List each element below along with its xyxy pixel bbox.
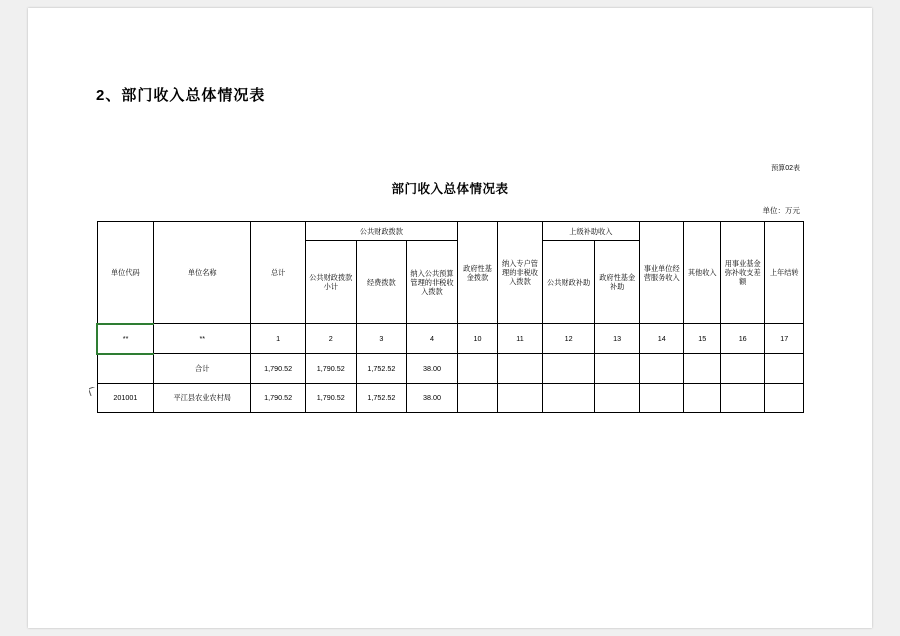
cell-institution-business-income (639, 383, 684, 412)
header-prior-year-carryover: 上年结转 (765, 222, 804, 324)
cell-operating-allocation: 1,752.52 (356, 383, 407, 412)
header-unit-code: 单位代码 (97, 222, 154, 324)
colnum-operating-allocation: 3 (356, 324, 407, 354)
header-total: 总计 (251, 222, 306, 324)
document-page (28, 8, 872, 628)
colnum-public-finance-subtotal: 2 (305, 324, 356, 354)
cell-non-tax-income-allocation: 38.00 (407, 354, 458, 384)
budget-table (96, 221, 804, 413)
form-code-label: 预算02表 (771, 165, 800, 172)
column-number-row (97, 324, 804, 354)
cell-unit-code (97, 354, 154, 384)
cell-other-income (684, 383, 720, 412)
header-superior-subsidy-group: 上级补助收入 (542, 222, 639, 241)
cell-institution-business-income (639, 354, 684, 384)
cell-non-tax-income-allocation: 38.00 (407, 383, 458, 412)
header-institution-business-income: 事业单位经营服务收入 (639, 222, 684, 324)
table-row (97, 383, 804, 412)
cell-unit-name: 合计 (154, 354, 251, 384)
cell-special-account-non-tax (498, 383, 543, 412)
cell-total: 1,790.52 (251, 354, 306, 384)
colnum-unit-code: ** (97, 324, 154, 354)
cell-superior-gov-fund-subsidy (595, 383, 640, 412)
colnum-prior-year-carryover: 17 (765, 324, 804, 354)
colnum-institution-business-income: 14 (639, 324, 684, 354)
cell-prior-year-carryover (765, 354, 804, 384)
table-row (97, 354, 804, 384)
header-superior-gov-fund-subsidy: 政府性基金补助 (595, 241, 640, 324)
colnum-gov-fund-allocation: 10 (457, 324, 497, 354)
cell-unit-code: 201001 (97, 383, 154, 412)
colnum-special-account-non-tax: 11 (498, 324, 543, 354)
cell-superior-public-finance-subsidy (542, 354, 595, 384)
colnum-fund-balance-subsidy: 16 (720, 324, 765, 354)
header-public-finance-group: 公共财政拨款 (305, 222, 457, 241)
cell-prior-year-carryover (765, 383, 804, 412)
colnum-total: 1 (251, 324, 306, 354)
table-title: 部门收入总体情况表 (391, 182, 509, 196)
colnum-other-income: 15 (684, 324, 720, 354)
header-gov-fund-allocation: 政府性基金拨款 (457, 222, 497, 324)
header-public-finance-subtotal: 公共财政拨款小计 (305, 241, 356, 324)
cell-fund-balance-subsidy (720, 383, 765, 412)
header-other-income: 其他收入 (684, 222, 720, 324)
cell-public-finance-subtotal: 1,790.52 (305, 383, 356, 412)
cell-superior-public-finance-subsidy (542, 383, 595, 412)
cell-operating-allocation: 1,752.52 (356, 354, 407, 384)
colnum-non-tax-income-allocation: 4 (407, 324, 458, 354)
cell-public-finance-subtotal: 1,790.52 (305, 354, 356, 384)
cell-fund-balance-subsidy (720, 354, 765, 384)
section-heading: 2、部门收入总体情况表 (96, 87, 266, 104)
cell-other-income (684, 354, 720, 384)
cell-gov-fund-allocation (457, 383, 497, 412)
cell-gov-fund-allocation (457, 354, 497, 384)
colnum-superior-gov-fund-subsidy: 13 (595, 324, 640, 354)
cell-special-account-non-tax (498, 354, 543, 384)
budget-table-block (96, 163, 804, 413)
cell-total: 1,790.52 (251, 383, 306, 412)
header-fund-balance-subsidy: 用事业基金弥补收支差额 (720, 222, 765, 324)
header-special-account-non-tax: 纳入专户管理的非税收入拨款 (498, 222, 543, 324)
unit-note: 单位：万元 (762, 206, 800, 215)
cell-superior-gov-fund-subsidy (595, 354, 640, 384)
header-unit-name: 单位名称 (154, 222, 251, 324)
header-superior-public-finance-subsidy: 公共财政补助 (542, 241, 595, 324)
colnum-unit-name: ** (154, 324, 251, 354)
colnum-superior-public-finance-subsidy: 12 (542, 324, 595, 354)
cell-unit-name: 平江县农业农村局 (154, 383, 251, 412)
header-non-tax-income-allocation: 纳入公共预算管理的非税收入拨款 (407, 241, 458, 324)
page-edge-mark-icon (89, 387, 98, 396)
header-operating-allocation: 经费拨款 (356, 241, 407, 324)
